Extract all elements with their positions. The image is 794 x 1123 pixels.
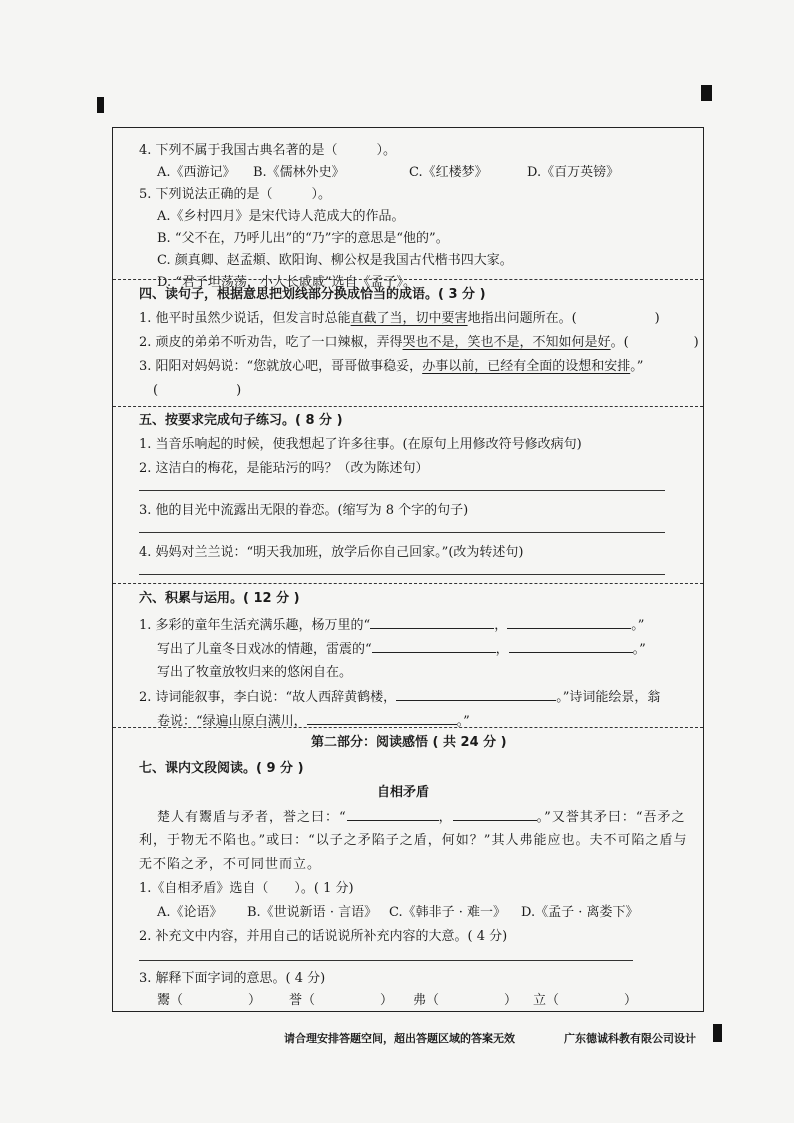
close-quote: 。” xyxy=(456,714,470,729)
passage-line-3: 无不陷之矛，不可同世而立。 xyxy=(139,857,322,872)
idiom-sentence-1 xyxy=(139,310,660,328)
q4-option-d: D.《百万英镑》 xyxy=(527,165,620,180)
poem-line-3: 写出了牧童放牧归来的悠闲自在。 xyxy=(157,665,353,680)
passage-line-2: 利，于物无不陷也。”或曰：“以子之矛陷子之盾，何如？”其人弗能应也。夫不可陷之盾与 xyxy=(139,833,688,848)
footer-designer: 广东德诚科教有限公司设计 xyxy=(564,1032,696,1045)
poem-blank[interactable] xyxy=(370,616,494,629)
poem-blank[interactable] xyxy=(507,616,631,629)
poem-blank[interactable] xyxy=(372,640,496,653)
word-3[interactable]: 弗（ ） xyxy=(413,993,518,1008)
passage-blank[interactable] xyxy=(453,808,537,821)
comma: ， xyxy=(495,642,509,657)
underlined-phrase: 办事以前，已经有全面的设想和安排 xyxy=(422,359,631,374)
poem-blank[interactable] xyxy=(307,712,457,725)
passage-text: 。”又誉其矛曰：“吾矛之 xyxy=(536,810,686,825)
underlined-phrase: 直截了当，切中要害 xyxy=(350,311,468,326)
answer-line[interactable] xyxy=(139,574,665,575)
q4-option-c: C.《红楼梦》 xyxy=(409,165,488,180)
passage-line-1 xyxy=(157,808,685,827)
section-6-title: 六、积累与运用。( 12 分 ) xyxy=(139,591,300,606)
q4-option-b: B.《儒林外史》 xyxy=(253,165,345,180)
poem-text: 1. 多彩的童年生活充满乐趣，杨万里的“ xyxy=(139,618,371,633)
idiom-sentence-3 xyxy=(139,358,643,376)
answer-paren[interactable]: 。( ) xyxy=(610,335,699,350)
poem-blank[interactable] xyxy=(509,640,633,653)
registration-mark-top-right xyxy=(701,85,712,101)
poem-line-4 xyxy=(139,688,660,707)
part-2-title: 第二部分：阅读感悟 ( 共 24 分 ) xyxy=(311,735,507,750)
sentence-end: 。” xyxy=(630,359,644,374)
reading-q1: 1.《自相矛盾》选自（ ）。( 1 分) xyxy=(139,881,354,896)
q5-stem: 5. 下列说法正确的是（ ）。 xyxy=(139,187,332,202)
word-1[interactable]: 鬻（ ） xyxy=(157,993,262,1008)
section-divider xyxy=(113,279,703,280)
section-4-title: 四、读句子，根据意思把划线部分换成恰当的成语。( 3 分 ) xyxy=(139,287,486,302)
section-divider xyxy=(113,583,703,584)
q4-option-a: A.《西游记》 xyxy=(157,165,236,180)
underlined-phrase: 哭也不是，笑也不是，不知如何是好 xyxy=(402,335,611,350)
section-divider xyxy=(113,406,703,407)
sentence-text: 2. 顽皮的弟弟不听劝告，吃了一口辣椒，弄得 xyxy=(139,335,403,350)
sentence-task-4: 4. 妈妈对兰兰说：“明天我加班，放学后你自己回家。”(改为转述句) xyxy=(139,545,524,560)
word-4[interactable]: 立（ ） xyxy=(533,993,638,1008)
passage-text: 楚人有鬻盾与矛者，誉之曰：“ xyxy=(157,810,347,825)
sentence-text: 1. 他平时虽然少说话，但发言时总能 xyxy=(139,311,351,326)
answer-paren[interactable]: 地指出问题所在。( ) xyxy=(467,311,660,326)
poem-text: 写出了儿童冬日戏冰的情趣，雷震的“ xyxy=(157,642,372,657)
reading-q3: 3. 解释下面字词的意思。( 4 分) xyxy=(139,971,326,986)
answer-line[interactable] xyxy=(139,490,665,491)
close-quote: 。” xyxy=(631,618,645,633)
poem-text: 。”诗词能绘景，翁 xyxy=(556,690,661,705)
answer-frame xyxy=(112,127,704,1012)
section-5-title: 五、按要求完成句子练习。( 8 分 ) xyxy=(139,413,343,428)
section-7-title: 七、课内文段阅读。( 9 分 ) xyxy=(139,761,304,776)
passage-blank[interactable] xyxy=(347,808,439,821)
poem-text: 2. 诗词能叙事，李白说：“故人西辞黄鹤楼， xyxy=(139,690,397,705)
sentence-task-3: 3. 他的目光中流露出无限的眷恋。(缩写为 8 个字的句子) xyxy=(139,503,469,518)
answer-line[interactable] xyxy=(139,960,633,961)
reading-q1-option-c: C.《韩非子 · 难一》 xyxy=(389,905,507,920)
answer-line[interactable] xyxy=(139,532,665,533)
registration-mark-bottom-right xyxy=(713,1024,722,1042)
idiom-sentence-2 xyxy=(139,334,699,352)
poem-blank[interactable] xyxy=(396,688,556,701)
reading-q1-option-a: A.《论语》 xyxy=(157,905,223,920)
comma: ， xyxy=(494,618,508,633)
section-divider xyxy=(113,727,703,728)
sentence-task-1: 1. 当音乐响起的时候，使我想起了许多往事。(在原句上用修改符号修改病句) xyxy=(139,437,582,452)
q5-option-a: A.《乡村四月》是宋代诗人范成大的作品。 xyxy=(157,209,405,224)
idiom-answer-3[interactable]: ( ) xyxy=(153,383,242,398)
registration-mark-top-left xyxy=(97,97,104,113)
poem-line-5 xyxy=(157,712,470,731)
reading-q1-option-b: B.《世说新语 · 言语》 xyxy=(247,905,378,920)
sentence-task-2: 2. 这洁白的梅花，是能玷污的吗？（改为陈述句） xyxy=(139,461,429,476)
poem-line-2 xyxy=(157,640,646,659)
sentence-text: 3. 阳阳对妈妈说：“您就放心吧，哥哥做事稳妥， xyxy=(139,359,423,374)
close-quote: 。” xyxy=(632,642,646,657)
q5-option-c: C. 颜真卿、赵孟頫、欧阳询、柳公权是我国古代楷书四大家。 xyxy=(157,253,513,268)
q4-stem: 4. 下列不属于我国古典名著的是（ ）。 xyxy=(139,143,397,158)
q5-option-b: B. “父不在，乃呼儿出”的“乃”字的意思是“他的”。 xyxy=(157,231,449,246)
word-2[interactable]: 誉（ ） xyxy=(289,993,394,1008)
poem-text: 卷说：“绿遍山原白满川， xyxy=(157,714,307,729)
passage-title: 自相矛盾 xyxy=(377,785,430,800)
reading-q2: 2. 补充文中内容，并用自己的话说说所补充内容的大意。( 4 分) xyxy=(139,929,508,944)
passage-text: ， xyxy=(438,810,453,825)
reading-q1-option-d: D.《孟子 · 离娄下》 xyxy=(521,905,639,920)
footer-notice: 请合理安排答题空间，超出答题区域的答案无效 xyxy=(284,1032,515,1045)
q5-option-d: D. “君子坦荡荡，小人长戚戚”选自《孟子》。 xyxy=(157,275,417,290)
poem-line-1 xyxy=(139,616,644,635)
